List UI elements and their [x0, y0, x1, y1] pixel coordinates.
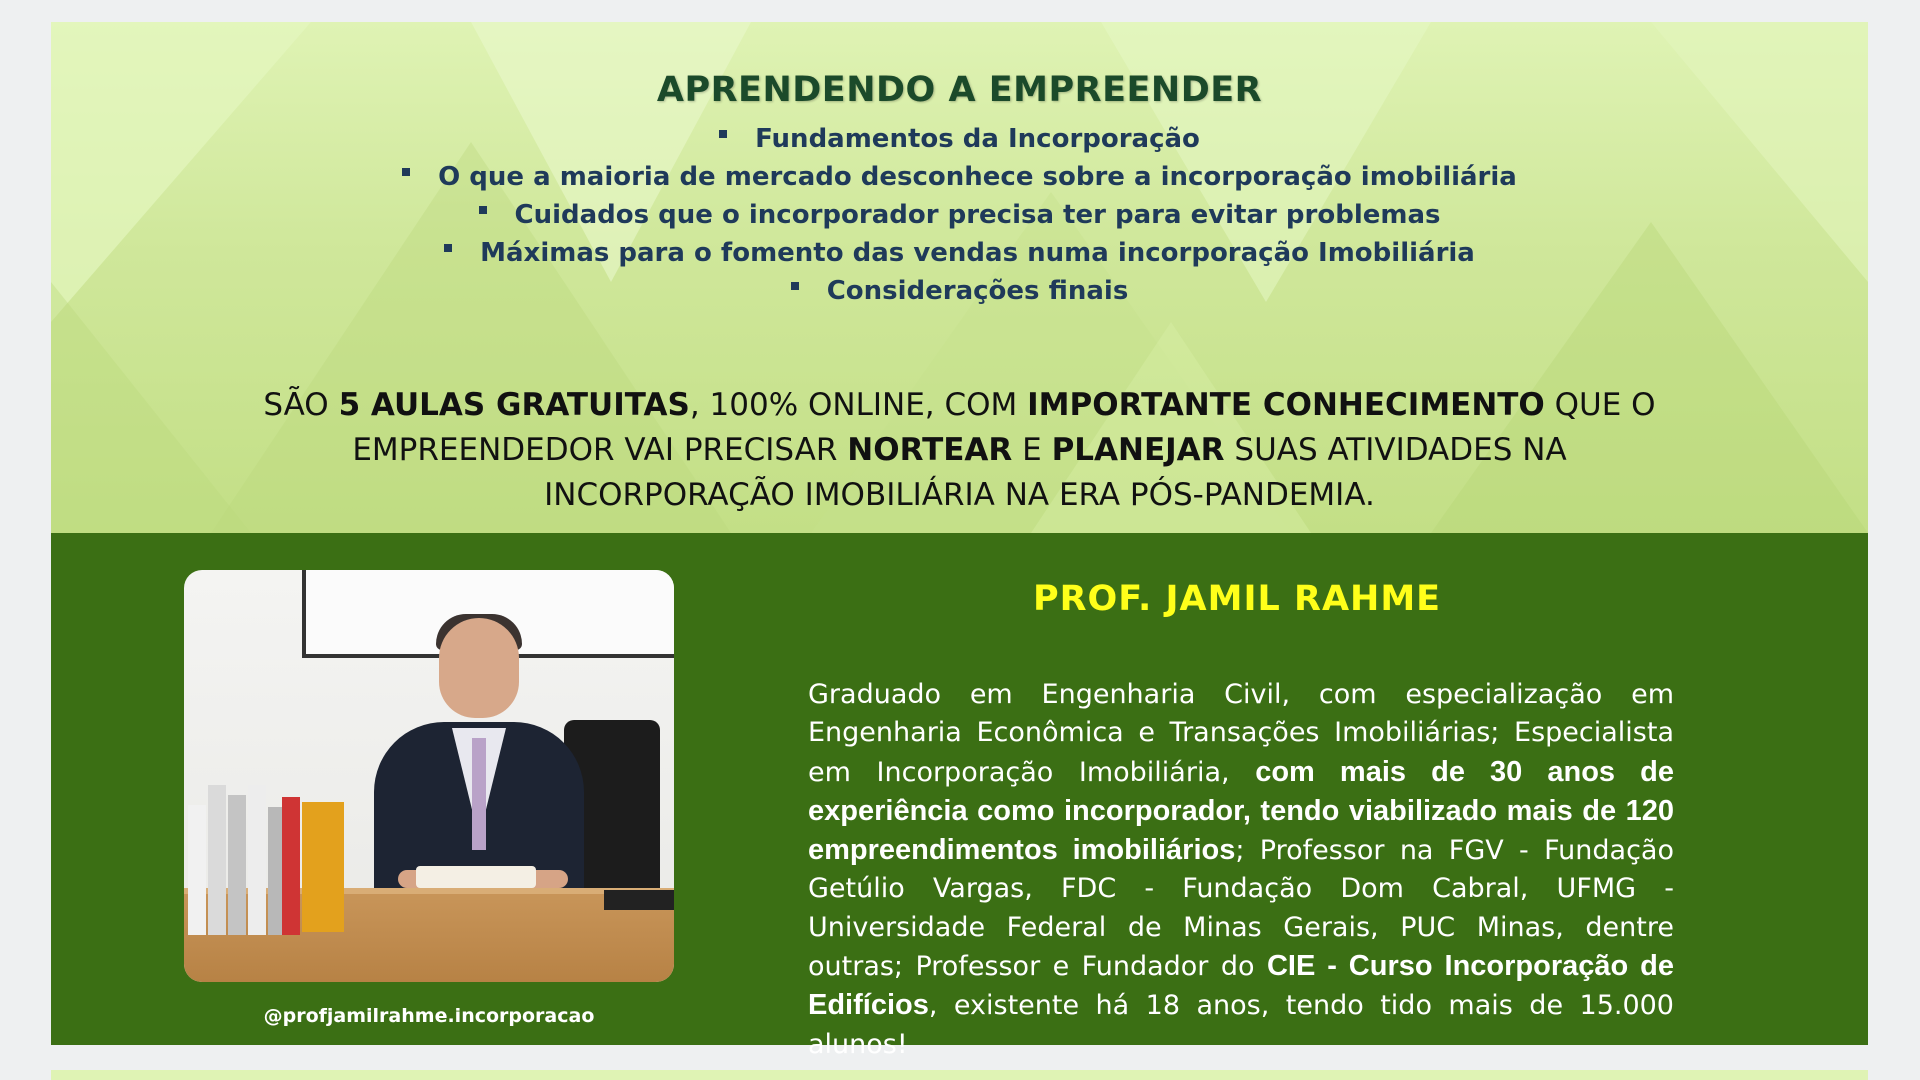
page-top-strip — [0, 0, 1920, 20]
promo-text — [251, 383, 1668, 518]
topic-label: O que a maioria de mercado desconhece sobre a incorporação imobiliária — [438, 162, 1517, 192]
topic-label: Máximas para o fomento das vendas numa incorporação Imobiliária — [480, 238, 1475, 268]
promo-text-part: SUAS ATIVIDADES NA INCORPORAÇÃO IMOBILIÁRIA NA ERA PÓS-PANDEMIA. — [544, 432, 1567, 513]
instructor-photo — [184, 570, 674, 982]
instructor-bio — [808, 676, 1674, 1064]
square-bullet-icon — [444, 244, 452, 252]
promo-text-part: E — [1012, 432, 1052, 468]
promo-highlight: IMPORTANTE CONHECIMENTO — [1027, 387, 1545, 423]
topic-label: Fundamentos da Incorporação — [755, 124, 1200, 154]
square-bullet-icon — [791, 282, 799, 290]
topic-list — [51, 120, 1868, 310]
promo-highlight: 5 AULAS GRATUITAS — [338, 387, 690, 423]
list-item — [51, 196, 1868, 234]
bio-highlight: CIE - Curso Incorporação de Edifícios — [808, 950, 1674, 1022]
topic-label: Cuidados que o incorporador precisa ter para evitar problemas — [514, 200, 1441, 230]
instructor-panel — [51, 533, 1868, 1060]
instagram-handle: @profjamilrahme.incorporacao — [263, 1005, 595, 1027]
square-bullet-icon — [479, 206, 487, 214]
hero-banner — [51, 22, 1868, 533]
list-item — [51, 272, 1868, 310]
bio-text-part: Graduado em Engenharia Civil, com especialização em Engenharia Econômica e Transações Imobiliárias; Especialista em Incorporação Imobiliária, — [808, 679, 1674, 788]
promo-text-part: QUE O EMPREENDEDOR VAI PRECISAR — [352, 387, 1656, 468]
square-bullet-icon — [719, 130, 727, 138]
list-item — [51, 158, 1868, 196]
course-title: APRENDENDO A EMPREENDER — [656, 70, 1263, 110]
promo-text-part: SÃO — [263, 387, 339, 423]
bio-text-part: , existente há 18 anos, tendo tido mais de 15.000 alunos! — [808, 990, 1674, 1060]
next-section-edge — [51, 1070, 1868, 1080]
square-bullet-icon — [402, 168, 410, 176]
instructor-name: PROF. JAMIL RAHME — [1032, 579, 1442, 619]
bio-highlight: com mais de 30 anos de experiência como incorporador, tendo viabilizado mais de 120 empreendimentos imobiliários — [808, 755, 1674, 867]
promo-highlight: NORTEAR — [847, 432, 1013, 468]
list-item — [51, 120, 1868, 158]
promo-text-part: , 100% ONLINE, COM — [689, 387, 1028, 423]
topic-label: Considerações finais — [826, 276, 1129, 306]
bio-text-part: ; Professor na FGV - Fundação Getúlio Vargas, FDC - Fundação Dom Cabral, UFMG - Universidade Federal de Minas Gerais, PUC Minas, dentre outras; Professor e Fundador do — [808, 835, 1674, 983]
list-item — [51, 234, 1868, 272]
promo-highlight: PLANEJAR — [1051, 432, 1225, 468]
